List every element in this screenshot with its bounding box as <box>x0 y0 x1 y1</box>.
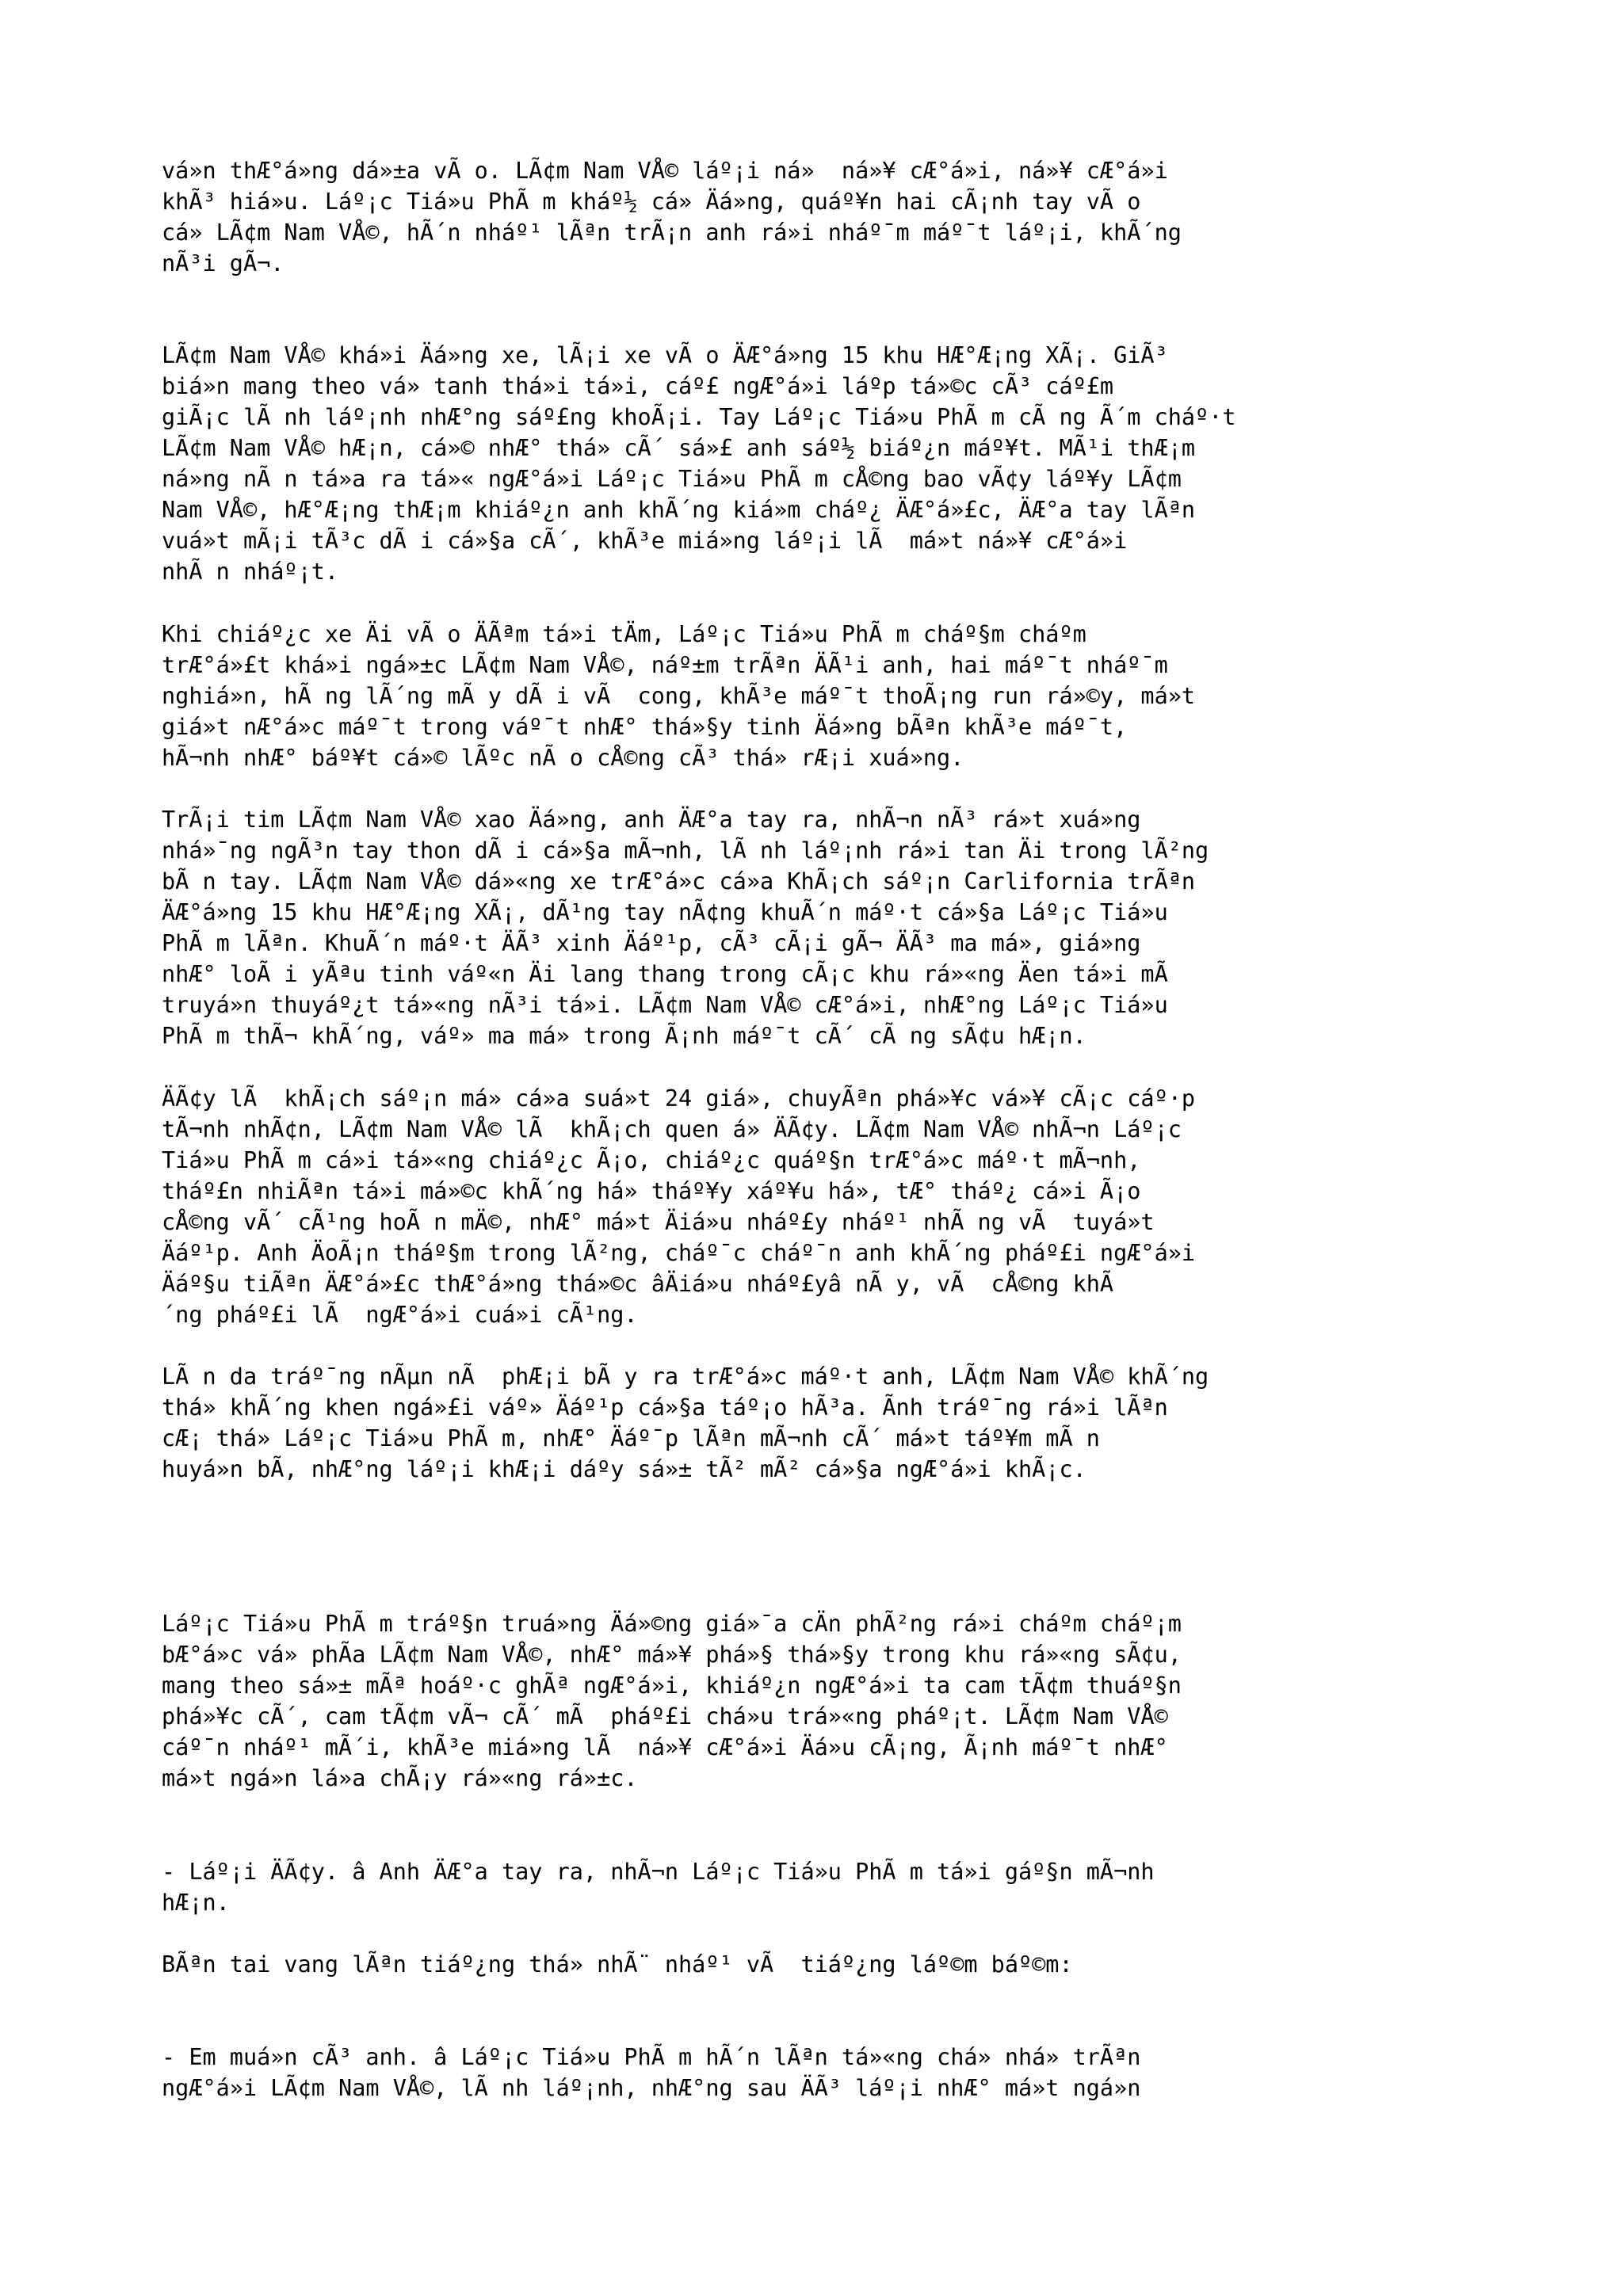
text-line: má»t ngá»n lá»a chÃ¡y rá»«ng rá»±c. <box>162 1765 638 1791</box>
text-line: truyá»n thuyáº¿t tá»«ng nÃ³i tá»i. LÃ¢m Nam VÅ© cÆ°á»i, nhÆ°ng Láº¡c Tiá»u <box>162 992 1168 1018</box>
text-line: cÆ¡ thá» Láº¡c Tiá»u PhÃ m, nhÆ° Äáº¯p lÃªn mÃ¬nh cÃ´ má»t táº¥m mÃ n <box>162 1425 1100 1451</box>
text-line: Tiá»u PhÃ m cá»i tá»«ng chiáº¿c Ã¡o, chiáº¿c quáº§n trÆ°á»c máº·t mÃ¬nh, <box>162 1147 1141 1173</box>
text-line: tÃ¬nh nhÃ¢n, LÃ¢m Nam VÅ© lÃ khÃ¡ch quen á» ÄÃ¢y. LÃ¢m Nam VÅ© nhÃ¬n Láº¡c <box>162 1116 1182 1142</box>
text-line: Äáº¹p. Anh ÄoÃ¡n tháº§m trong lÃ²ng, cháº¯c cháº¯n anh khÃ´ng pháº£i ngÆ°á»i <box>162 1240 1196 1266</box>
paragraph <box>162 340 1477 587</box>
text-line: nhá»¯ng ngÃ³n tay thon dÃ i cá»§a mÃ¬nh, lÃ nh láº¡nh rá»i tan Äi trong lÃ²ng <box>162 837 1209 864</box>
text-line: Äáº§u tiÃªn ÄÆ°á»£c thÆ°á»ng thá»©c âÄiá»u nháº£yâ nÃ y, vÃ cÅ©ng khÃ <box>162 1271 1114 1297</box>
text-line: bÃ n tay. LÃ¢m Nam VÅ© dá»«ng xe trÆ°á»c cá»a KhÃ¡ch sáº¡n Carlifornia trÃªn <box>162 868 1196 894</box>
paragraph <box>162 1949 1477 1980</box>
text-line: giÃ¡c lÃ nh láº¡nh nhÆ°ng sáº£ng khoÃ¡i. Tay Láº¡c Tiá»u PhÃ m cÃ ng Ã´m cháº·t <box>162 404 1236 430</box>
text-line: huyá»n bÃ, nhÆ°ng láº¡i khÆ¡i dáºy sá»± tÃ² mÃ² cá»§a ngÆ°á»i khÃ¡c. <box>162 1456 1086 1482</box>
paragraph <box>162 155 1477 279</box>
text-line: vuá»t mÃ¡i tÃ³c dÃ i cá»§a cÃ´, khÃ³e miá»ng láº¡i lÃ má»t ná»¥ cÆ°á»i <box>162 528 1128 554</box>
text-line: ná»ng nÃ n tá»a ra tá»« ngÆ°á»i Láº¡c Tiá»u PhÃ m cÅ©ng bao vÃ¢y láº¥y LÃ¢m <box>162 466 1182 492</box>
text-line: mang theo sá»± mÃª hoáº·c ghÃª ngÆ°á»i, khiáº¿n ngÆ°á»i ta cam tÃ¢m thuáº§n <box>162 1672 1182 1699</box>
text-line: ´ng pháº£i lÃ ngÆ°á»i cuá»i cÃ¹ng. <box>162 1302 638 1328</box>
text-line: cáº¯n nháº¹ mÃ´i, khÃ³e miá»ng lÃ ná»¥ cÆ°á»i Äá»u cÃ¡ng, Ã¡nh máº¯t nhÆ° <box>162 1734 1168 1760</box>
text-line: PhÃ m thÃ¬ khÃ´ng, váº» ma má» trong Ã¡nh máº¯t cÃ´ cÃ ng sÃ¢u hÆ¡n. <box>162 1023 1086 1049</box>
paragraph <box>162 1361 1477 1485</box>
text-line: nghiá»n, hÃ ng lÃ´ng mÃ y dÃ i vÃ cong, khÃ³e máº¯t thoÃ¡ng run rá»©y, má»t <box>162 683 1196 709</box>
text-line: nÃ³i gÃ¬. <box>162 250 285 277</box>
text-line: vá»n thÆ°á»ng dá»±a vÃ o. LÃ¢m Nam VÅ© láº¡i ná» ná»¥ cÆ°á»i, ná»¥ cÆ°á»i <box>162 158 1168 184</box>
text-line: tháº£n nhiÃªn tá»i má»©c khÃ´ng há» tháº¥y xáº¥u há», tÆ° tháº¿ cá»i Ã¡o <box>162 1178 1141 1204</box>
text-line: ÄÆ°á»ng 15 khu HÆ°Æ¡ng XÃ¡, dÃ¹ng tay nÃ¢ng khuÃ´n máº·t cá»§a Láº¡c Tiá»u <box>162 899 1168 925</box>
text-line: phá»¥c cÃ´, cam tÃ¢m vÃ¬ cÃ´ mÃ pháº£i chá»u trá»«ng pháº¡t. LÃ¢m Nam VÅ© <box>162 1703 1168 1730</box>
text-line: PhÃ m lÃªn. KhuÃ´n máº·t ÄÃ³ xinh Äáº¹p, cÃ³ cÃ¡i gÃ¬ ÄÃ³ ma má», giá»ng <box>162 930 1141 956</box>
text-line: thá» khÃ´ng khen ngá»£i váº» Äáº¹p cá»§a táº¡o hÃ³a. Ãnh tráº¯ng rá»i lÃªn <box>162 1394 1168 1421</box>
text-line: giá»t nÆ°á»c máº¯t trong váº¯t nhÆ° thá»§y tinh Äá»ng bÃªn khÃ³e máº¯t, <box>162 714 1128 740</box>
text-line: - Láº¡i ÄÃ¢y. â Anh ÄÆ°a tay ra, nhÃ¬n Láº¡c Tiá»u PhÃ m tá»i gáº§n mÃ¬nh <box>162 1859 1155 1885</box>
text-line: nhÃ n nháº¡t. <box>162 559 339 585</box>
text-line: BÃªn tai vang lÃªn tiáº¿ng thá» nhÃ¨ nháº¹ vÃ tiáº¿ng láº©m báº©m: <box>162 1951 1073 1978</box>
text-line: nhÆ° loÃ i yÃªu tinh váº«n Äi lang thang trong cÃ¡c khu rá»«ng Äen tá»i mÃ <box>162 961 1168 987</box>
text-line: LÃ¢m Nam VÅ© hÆ¡n, cá»© nhÆ° thá» cÃ´ sá»£ anh sáº½ biáº¿n máº¥t. MÃ¹i thÆ¡m <box>162 435 1196 461</box>
text-line: hÃ¬nh nhÆ° báº¥t cá»© lÃºc nÃ o cÅ©ng cÃ³ thá» rÆ¡i xuá»ng. <box>162 745 964 771</box>
text-line: Khi chiáº¿c xe Äi vÃ o ÄÃªm tá»i tÄm, Láº¡c Tiá»u PhÃ m cháº§m cháºm <box>162 621 1086 647</box>
text-line: cá» LÃ¢m Nam VÅ©, hÃ´n nháº¹ lÃªn trÃ¡n anh rá»i nháº¯m máº¯t láº¡i, khÃ´ng <box>162 219 1182 246</box>
paragraph <box>162 619 1477 773</box>
text-line: TrÃ¡i tim LÃ¢m Nam VÅ© xao Äá»ng, anh ÄÆ°a tay ra, nhÃ¬n nÃ³ rá»t xuá»ng <box>162 807 1141 833</box>
text-line: khÃ³ hiá»u. Láº¡c Tiá»u PhÃ m kháº½ cá» Äá»ng, quáº¥n hai cÃ¡nh tay vÃ o <box>162 189 1141 215</box>
text-line: Láº¡c Tiá»u PhÃ m tráº§n truá»ng Äá»©ng giá»¯a cÄn phÃ²ng rá»i cháºm cháº¡m <box>162 1611 1182 1637</box>
paragraph <box>162 2042 1477 2103</box>
text-line: cÅ©ng vÃ´ cÃ¹ng hoÃ n mÄ©, nhÆ° má»t Äiá»u nháº£y nháº¹ nhÃ ng vÃ tuyá»t <box>162 1209 1155 1235</box>
paragraph <box>162 1856 1477 1918</box>
text-line: bÆ°á»c vá» phÃa LÃ¢m Nam VÅ©, nhÆ° má»¥ phá»§ thá»§y trong khu rá»«ng sÃ¢u, <box>162 1642 1182 1668</box>
text-line: trÆ°á»£t khá»i ngá»±c LÃ¢m Nam VÅ©, náº±m trÃªn ÄÃ¹i anh, hai máº¯t nháº¯m <box>162 652 1168 678</box>
text-line: biá»n mang theo vá» tanh thá»i tá»i, cáº£ ngÆ°á»i láºp tá»©c cÃ³ cáº£m <box>162 373 1114 399</box>
text-line: - Em muá»n cÃ³ anh. â Láº¡c Tiá»u PhÃ m hÃ´n lÃªn tá»«ng chá» nhá» trÃªn <box>162 2044 1141 2070</box>
text-line: hÆ¡n. <box>162 1890 230 1916</box>
paragraph <box>162 1608 1477 1794</box>
paragraph <box>162 804 1477 1051</box>
text-line: ÄÃ¢y lÃ khÃ¡ch sáº¡n má» cá»a suá»t 24 giá», chuyÃªn phá»¥c vá»¥ cÃ¡c cáº·p <box>162 1085 1196 1112</box>
text-line: ngÆ°á»i LÃ¢m Nam VÅ©, lÃ nh láº¡nh, nhÆ°ng sau ÄÃ³ láº¡i nhÆ° má»t ngá»n <box>162 2075 1141 2101</box>
text-line: Nam VÅ©, hÆ°Æ¡ng thÆ¡m khiáº¿n anh khÃ´ng kiá»m cháº¿ ÄÆ°á»£c, ÄÆ°a tay lÃªn <box>162 497 1196 523</box>
text-line: LÃ n da tráº¯ng nÃµn nÃ phÆ¡i bÃ y ra trÆ°á»c máº·t anh, LÃ¢m Nam VÅ© khÃ´ng <box>162 1363 1209 1390</box>
text-line: LÃ¢m Nam VÅ© khá»i Äá»ng xe, lÃ¡i xe vÃ o ÄÆ°á»ng 15 khu HÆ°Æ¡ng XÃ¡. GiÃ³ <box>162 342 1168 368</box>
paragraph <box>162 1083 1477 1330</box>
